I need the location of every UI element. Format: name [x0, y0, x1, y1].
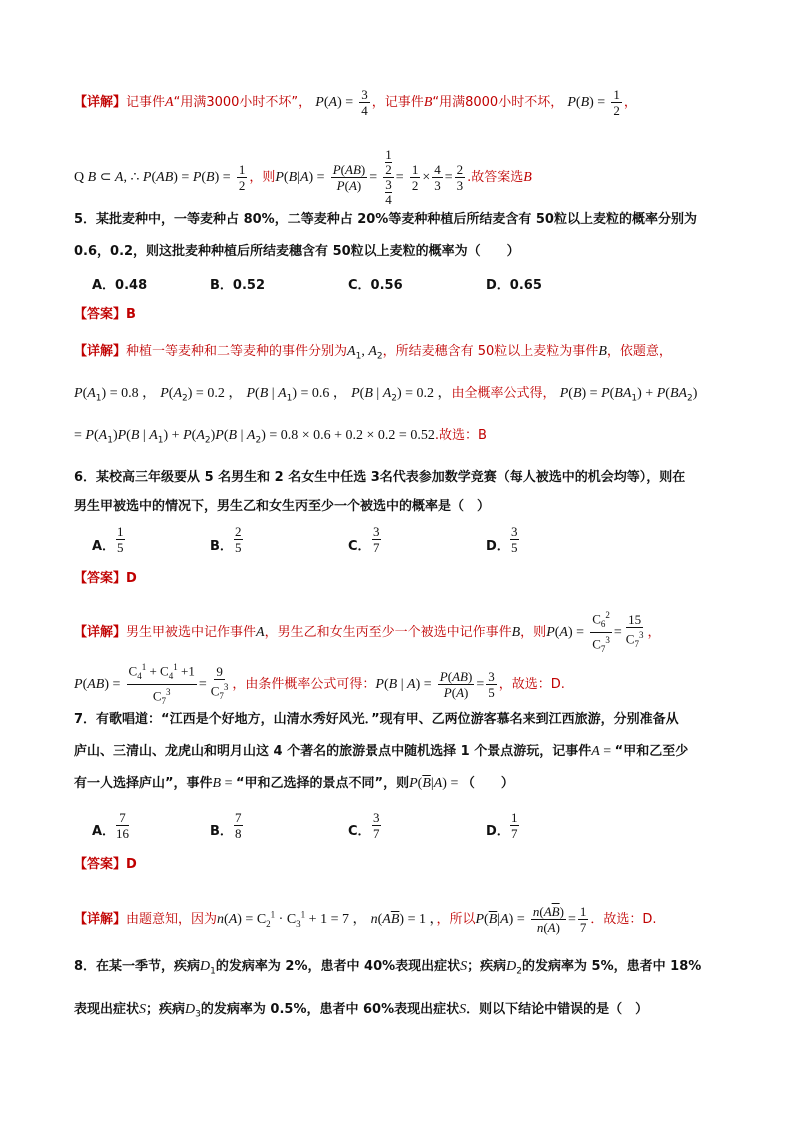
text: ，则 — [249, 170, 276, 185]
q7-option-c-frac — [372, 810, 381, 841]
q5-detail-line2: $P(A_1) = 0.8$ ， $P(A_2) = 0.2$ ， P(B | $A_1) = 0.6$ ， P(B | $A_2) = 0.2$ ，由全概率公式得， $P(B) = P(BA_1) + P(BA_2)$ — [74, 386, 698, 404]
text: 表现出症状 — [74, 1002, 140, 1017]
q5-option-a: A．0.48 — [92, 278, 148, 293]
text: 男生甲被选中记作事件 — [126, 624, 257, 640]
q5-line1: 5．某批麦种中，一等麦种占 80%，二等麦种占 20%等麦种种植后所结麦含有 50粒以上麦粒的概率分别为 — [74, 212, 697, 227]
text: ，故选：D. — [498, 676, 565, 692]
denominator: 16 — [116, 826, 129, 841]
q5-answer — [74, 305, 136, 325]
answer-label: 【答案】 — [74, 307, 127, 322]
q7-option-d — [486, 820, 510, 839]
text: “用满3000小时不坏”， — [173, 95, 312, 110]
text: （ ） — [461, 776, 514, 791]
numerator: 3 — [511, 524, 518, 539]
text: 的发病率为 2%，患者中 40%表现出症状 — [215, 959, 461, 974]
q6-option-a-frac — [116, 524, 125, 555]
option-label: D． — [486, 539, 510, 554]
text: 种植一等麦种和二等麦种的事件分别为 — [126, 344, 348, 359]
text: ．则以下结论中错误的是（ ） — [466, 1002, 649, 1017]
answer-value: D — [126, 571, 137, 586]
text: ，则 — [520, 624, 547, 640]
q6-line2: 男生甲被选中的情况下，男生乙和女生丙至少一个被选中的概率是（ ） — [74, 499, 491, 514]
text: ，依题意， — [606, 344, 672, 359]
detail-label: 【详解】 — [74, 912, 127, 927]
text: ，男生乙和女生丙至少一个被选中记作事件 — [264, 624, 512, 640]
text: 的发病率为 5%，患者中 18% — [522, 959, 702, 974]
q7-detail-line1: 【详解】由题意知，因为$n(A) = C_2^1 \cdot C_3^1 + 1 = 7$ ， $n(A\overline{B}) = 1$ ，，所以$P(\overline{B}|A)$ = $\frac{n(A\overline{B})}{n(A)}$ = $\frac{1}{7}$ ．故选：D. — [74, 904, 657, 935]
intro-detail-line2: Q B ⊂ A, ∴ P(AB) = P(B) = $\frac{1}{2}$ ，则P(B|A) = $\frac{P(AB)}{P(A)}$ = 1 2 3 4 = $\frac{1}{2}$ × $\frac{4}{3}$ = $\frac{2}{3}$ .故答案选B — [74, 147, 532, 207]
text: ，所以 — [436, 912, 476, 927]
q7-line1: 7．有歌唱道：“江西是个好地方，山清水秀好风光．”现有甲、乙两位游客慕名来到江西旅游，分别准备从 — [74, 712, 679, 727]
detail-label: 【详解】 — [74, 344, 127, 359]
q5-detail-line3: = $P(A_1)P(B$ | $A_1) + P(A_2)P(B$ | $A_2) = 0.8 \times 0.6 + 0.2 \times 0.2 = 0.52$.故选：B — [74, 428, 487, 446]
answer-label: 【答案】 — [74, 571, 127, 586]
text: 由全概率公式得， — [451, 386, 556, 401]
q7-option-a — [92, 820, 115, 839]
numerator: 7 — [235, 810, 242, 825]
text: “用满8000小时不坏， — [432, 95, 564, 110]
q7-option-b-frac — [234, 810, 243, 841]
q6-option-d-frac — [510, 524, 519, 555]
text: ，记事件 — [371, 95, 424, 110]
text: 有一人选择庐山”，事件 — [74, 776, 213, 791]
text: “甲和乙选择的景点不同”，则 — [236, 776, 410, 791]
q6-answer — [74, 569, 137, 589]
text: .故选：B — [434, 428, 487, 443]
option-label: C． — [348, 539, 371, 554]
denominator: 7 — [373, 826, 380, 841]
option-label: A． — [92, 824, 116, 839]
q6-option-a — [92, 535, 115, 554]
intro-detail-line1: 【详解】记事件A“用满3000小时不坏”， P(A) = $\frac{3}{4}$ ，记事件B“用满8000小时不坏， P(B) = $\frac{1}{2}$ ， — [74, 87, 637, 118]
numerator: 7 — [116, 810, 129, 826]
denominator: 8 — [235, 826, 242, 841]
text: 记事件 — [126, 95, 166, 110]
numerator: 3 — [373, 524, 380, 539]
option-label: A． — [92, 539, 116, 554]
text: 8．在某一季节，疾病 — [74, 959, 201, 974]
q5-option-b: B．0.52 — [210, 278, 265, 293]
q6-detail-line1: 【详解】男生甲被选中记作事件A，男生乙和女生丙至少一个被选中记作事件B，则P(A) = $\frac{C_6^2}{C_7^3}$ = $\frac{15}{C_7^3}$ ， — [74, 610, 661, 654]
text: ；疾病 — [467, 959, 507, 974]
option-label: B． — [210, 824, 233, 839]
numerator: 2 — [235, 524, 242, 539]
q6-option-c-frac — [372, 524, 381, 555]
numerator: 3 — [373, 810, 380, 825]
q7-option-b — [210, 820, 233, 839]
answer-label: 【答案】 — [74, 857, 127, 872]
text: ，由条件概率公式可得： — [232, 676, 376, 692]
numerator: 1 — [511, 810, 518, 825]
q8-line1: 8．在某一季节，疾病$D_1$的发病率为 2%，患者中 40%表现出症状S；疾病$D_2$的发病率为 5%，患者中 18% — [74, 959, 702, 977]
numerator: 1 — [117, 524, 124, 539]
q7-option-c — [348, 820, 371, 839]
text: 的发病率为 0.5%，患者中 60%表现出症状 — [200, 1002, 460, 1017]
q7-option-d-frac — [510, 810, 519, 841]
q5-option-d: D．0.65 — [486, 278, 542, 293]
denominator: 5 — [117, 540, 124, 555]
text: ；疾病 — [146, 1002, 186, 1017]
answer-value: B — [126, 307, 136, 322]
q7-line3: 有一人选择庐山”，事件B = “甲和乙选择的景点不同”，则$P(\overline{B}|A)$ = （ ） — [74, 776, 514, 791]
text: ．故选：D. — [590, 912, 657, 927]
q5-detail-line1: 【详解】种植一等麦种和二等麦种的事件分别为$A_1$, $A_2$，所结麦穗含有 50粒以上麦粒为事件B，依题意， — [74, 344, 672, 362]
text: 由题意知，因为 — [126, 912, 218, 927]
q7-line2: 庐山、三清山、龙虎山和明月山这 4 个著名的旅游景点中随机选择 1 个景点游玩，记事件A = “甲和乙至少 — [74, 744, 689, 759]
option-label: B． — [210, 539, 233, 554]
q6-line1: 6．某校高三年级要从 5 名男生和 2 名女生中任选 3名代表参加数学竞赛（每人被选中的机会均等），则在 — [74, 470, 686, 485]
q6-option-b-frac — [234, 524, 243, 555]
text: 庐山、三清山、龙虎山和明月山这 4 个著名的旅游景点中随机选择 1 个景点游玩，记事件 — [74, 744, 592, 759]
q6-detail-line2: P(AB) = $\frac{C_4^1 + C_4^1 +1}{C_7^3}$ = $\frac{9}{C_7^3}$ ，由条件概率公式可得：P(B | A) = $\frac{P(AB)}{P(A)}$ = $\frac{3}{5}$ ，故选：D. — [74, 662, 565, 706]
text: “甲和乙至少 — [614, 744, 689, 759]
text: ，所结麦穗含有 50粒以上麦粒为事件 — [382, 344, 599, 359]
option-label: C． — [348, 824, 371, 839]
option-label: D． — [486, 824, 510, 839]
q5-line2: 0.6，0.2，则这批麦种种植后所结麦穗含有 50粒以上麦粒的概率为（ ） — [74, 244, 520, 259]
answer-value: D — [126, 857, 137, 872]
q7-option-a-frac — [116, 810, 129, 841]
denominator: 5 — [235, 540, 242, 555]
denominator: 7 — [373, 540, 380, 555]
q7-answer — [74, 855, 137, 875]
q5-option-c: C．0.56 — [348, 278, 403, 293]
q6-option-d — [486, 535, 510, 554]
detail-label: 【详解】 — [74, 95, 127, 110]
detail-label: 【详解】 — [74, 624, 127, 640]
q8-line2: 表现出症状S；疾病$D_3$的发病率为 0.5%，患者中 60%表现出症状S．则以下结论中错误的是（ ） — [74, 1002, 649, 1020]
text: .故答案选 — [467, 170, 524, 185]
q6-option-c — [348, 535, 371, 554]
denominator: 5 — [511, 540, 518, 555]
denominator: 7 — [511, 826, 518, 841]
q6-option-b — [210, 535, 233, 554]
